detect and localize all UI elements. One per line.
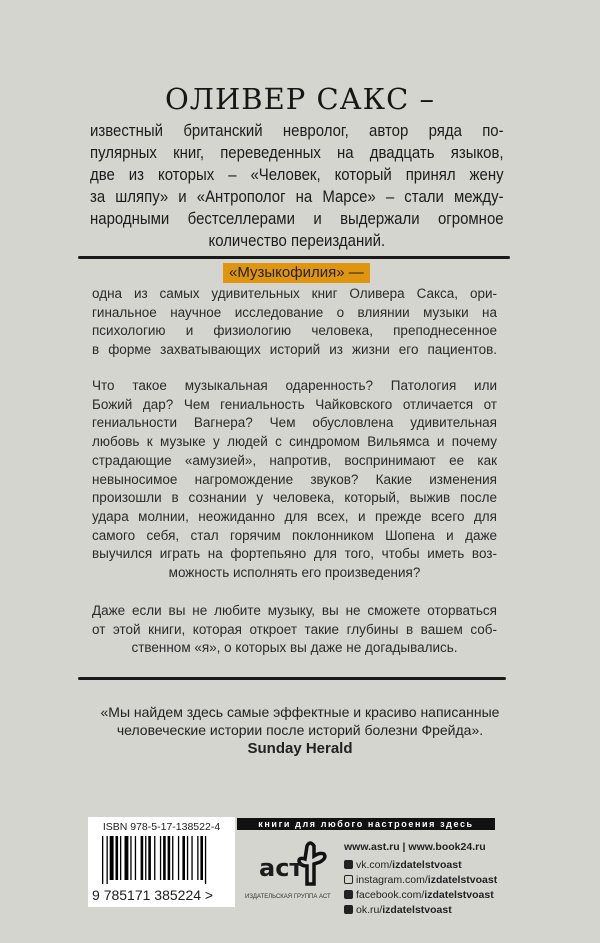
- barcode-icon: [88, 836, 235, 884]
- publisher-logo: [255, 838, 335, 888]
- text-line: Даже если вы не любите музыку, вы не сможете оторваться: [92, 603, 497, 618]
- link-handle: izdatelstvoast: [427, 874, 498, 886]
- barcode-bar: [120, 836, 121, 880]
- publisher-caption: ИЗДАТЕЛЬСКАЯ ГРУППА АСТ: [245, 894, 331, 900]
- bio-line: за шляпу» и «Антрополог на Марсе» – стали между-: [90, 187, 504, 206]
- text-line: ственном «я», о которых вы даже не догадывались.: [131, 640, 458, 656]
- bio-line: две из которых – «Человек, который принял жену: [90, 165, 504, 184]
- barcode-bar: [141, 836, 144, 880]
- barcode-bar: [200, 836, 203, 880]
- isbn-barcode-box: [88, 817, 235, 907]
- barcode-bar: [168, 836, 171, 880]
- barcode-bar: [191, 836, 192, 880]
- author-title: ОЛИВЕР САКС –: [165, 82, 435, 116]
- publisher-slogan: книги для любого настроения здесь: [237, 818, 495, 830]
- text-line: произошли в сознании у человека, который, выжив после: [92, 490, 497, 506]
- description-paragraph-3: [92, 602, 497, 658]
- social-link-vk[interactable]: [344, 858, 497, 873]
- text-line: от этой книги, которая откроет такие глубины в вашем соб-: [92, 621, 497, 637]
- text-line: страдающие «амузией», напротив, воспринимают ее как: [92, 452, 497, 468]
- social-link-instagram[interactable]: [344, 873, 497, 888]
- link-prefix: instagram.com/: [356, 874, 428, 886]
- barcode-bar: [148, 836, 151, 880]
- bio-line: известный британский невролог, автор ряда по-: [90, 121, 504, 140]
- ok-icon: [344, 905, 353, 914]
- text-line: в форме захватывающих историй из жизни его пациентов.: [92, 342, 497, 358]
- text-line: самого себя, стал горячим поклонником Шопена и даже: [92, 527, 497, 543]
- barcode-bar: [102, 836, 103, 884]
- quote-source: Sunday Herald: [247, 740, 353, 757]
- bio-line: количество переизданий.: [208, 231, 386, 250]
- divider: [78, 677, 506, 680]
- description-paragraph-1: [92, 285, 497, 360]
- facebook-icon: [344, 890, 353, 899]
- barcode-bar: [163, 836, 166, 880]
- author-bio: [90, 120, 504, 252]
- link-ast[interactable]: www.ast.ru: [344, 841, 400, 853]
- review-quote: [80, 703, 520, 758]
- social-link-ok[interactable]: [344, 903, 497, 918]
- text-line: гениальности Вагнера? Чем обусловлена удивительная: [92, 415, 497, 431]
- separator: |: [399, 841, 409, 853]
- barcode-bar: [107, 836, 108, 884]
- link-handle: izdatelstvoast: [424, 889, 494, 901]
- barcode-bar: [125, 836, 129, 880]
- barcode-digit: 385224: [154, 887, 202, 903]
- publisher-links: [344, 840, 497, 918]
- text-line: любовь к музыке у людей с синдромом Вильямса и почему: [92, 434, 497, 450]
- text-line: невыносимое нагромождение звуков? Какие изменения: [92, 471, 497, 487]
- description-paragraph-2: [92, 377, 497, 583]
- barcode-digit: 9: [92, 887, 100, 903]
- barcode-bar: [172, 836, 173, 880]
- barcode-digits: [92, 887, 234, 904]
- barcode-bar: [187, 836, 188, 880]
- link-handle: izdatelstvoast: [392, 859, 462, 871]
- quote-line: человеческие истории после историй болезни Фрейда».: [116, 722, 484, 738]
- barcode-bar: [160, 836, 161, 880]
- barcode-bar: [154, 836, 155, 880]
- text-line: можность исполнять его произведения?: [168, 565, 421, 581]
- barcode-bar: [182, 836, 185, 880]
- divider: [78, 256, 510, 259]
- barcode-digit: 785171: [103, 887, 151, 903]
- link-handle: izdatelstvoast: [382, 904, 452, 916]
- text-line: удара молнии, неожиданно для всех, и прежде всего для: [92, 508, 497, 524]
- barcode-digit: >: [204, 887, 214, 903]
- text-line: гинальное научное исследование о влиянии музыки на: [92, 304, 497, 320]
- social-link-facebook[interactable]: [344, 888, 497, 903]
- book-title-highlight: «Музыкофилия» —: [223, 263, 370, 283]
- barcode-bar: [135, 836, 136, 880]
- isbn-number: ISBN 978-5-17-138522-4: [102, 821, 221, 833]
- publisher-logo-text: аст: [259, 854, 304, 882]
- link-prefix: vk.com/: [356, 859, 393, 871]
- barcode-bar: [116, 836, 119, 880]
- bio-line: народными бестселлерами и выдержали огромное: [90, 209, 504, 228]
- text-line: Божий дар? Чем гениальность Чайковского отличается от: [92, 396, 497, 412]
- link-prefix: facebook.com/: [356, 889, 425, 901]
- instagram-icon: [344, 875, 353, 884]
- text-line: одна из самых удивительных книг Оливера Сакса, ори-: [92, 286, 497, 301]
- bio-line: пулярных книг, переведенных на двадцать языков,: [90, 143, 504, 162]
- text-line: Что такое музыкальная одаренность? Патология или: [92, 378, 497, 393]
- text-line: психологию и физиологию человека, преподнесенное: [92, 323, 497, 339]
- vk-icon: [344, 860, 353, 869]
- quote-line: «Мы найдем здесь самые эффектные и красиво написанные: [100, 704, 500, 720]
- text-line: выучился играть на фортепьяно для того, чтобы иметь воз-: [92, 546, 497, 562]
- barcode-bar: [197, 836, 198, 880]
- barcode-bar: [110, 836, 114, 880]
- barcode-bar: [178, 836, 179, 880]
- barcode-bar: [130, 836, 131, 880]
- link-book24[interactable]: www.book24.ru: [408, 841, 486, 853]
- barcode-bar: [205, 836, 206, 884]
- link-prefix: ok.ru/: [356, 904, 383, 916]
- barcode-bar: [145, 836, 146, 880]
